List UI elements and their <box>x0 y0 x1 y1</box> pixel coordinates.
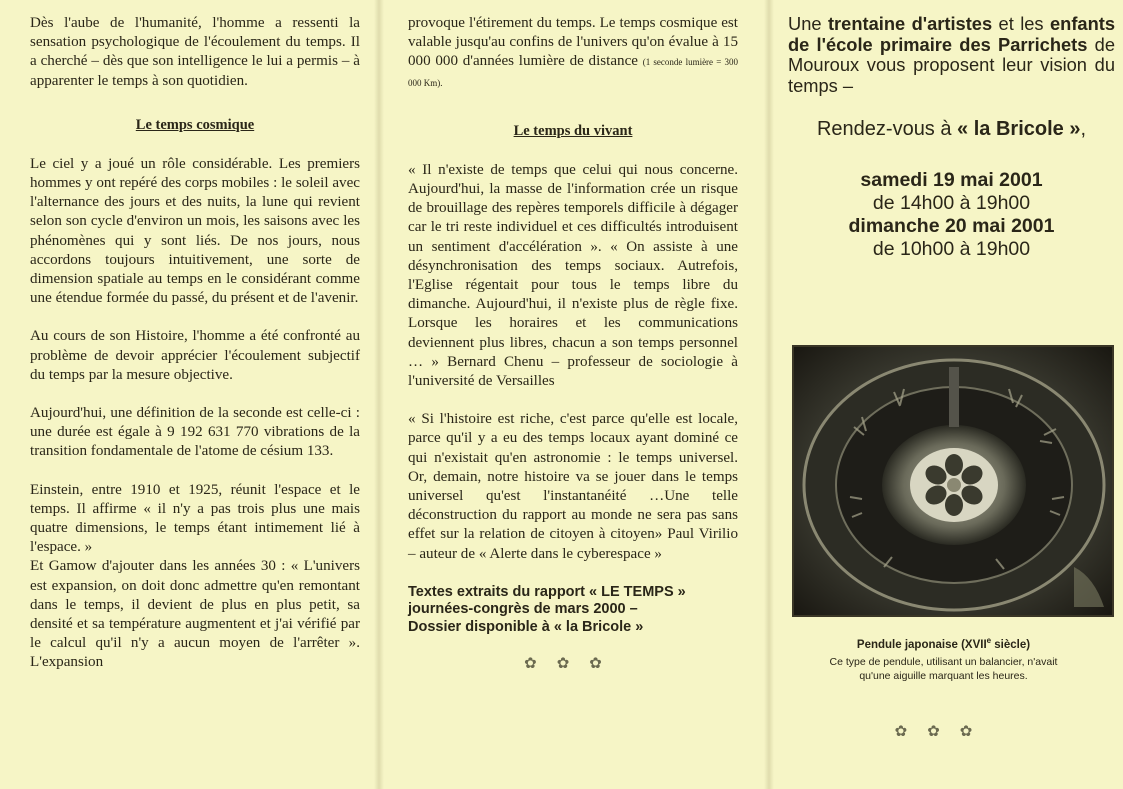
extract-line-1: Textes extraits du rapport « LE TEMPS » <box>408 583 686 600</box>
paragraph-gamow: Et Gamow d'ajouter dans les années 30 : « L'univers est expansion, on doit donc admettre qu'en remontant dans le temps, il devient de plus en plus petit, sa densité et sa température augmentent et j'ai vérifié par le calcul qu'il n'y a aucun moyen de l'arrêter ». L'expansion <box>30 558 360 671</box>
intro-paragraph: Dès l'aube de l'humanité, l'homme a ressenti la sensation psychologique de l'écoulement du temps. Il a cherché – dès que son intelligence le lui a permis – à apparenter le temps à son quotidien. <box>30 15 360 89</box>
column-right <box>772 0 1123 789</box>
caption-title <box>772 636 1115 651</box>
heading-temps-cosmique: Le temps cosmique <box>135 116 255 133</box>
paragraph-ciel: Le ciel y a joué un rôle considérable. Les premiers hommes y ont repéré des corps mobiles : le soleil avec l'alternance des jours et des nuits, la lune qui revient selon son cycle d'environ un mois, les saisons avec les phénomènes qui y sont liés. De nos jours, nous accordons toujours intuitivement, une sorte de dimension spatiale au temps en le considérant comme une étendue formée du passé, du présent et de l'avenir. <box>30 155 360 307</box>
intro-artists: trentaine d'artistes <box>827 13 993 34</box>
continuation-text: provoque l'étirement du temps. Le temps cosmique est valable jusqu'au confins de l'univers qu'on évalue à 15 000 000 d'années lumière de distance <box>408 15 738 70</box>
intro-part-c: et les <box>992 13 1050 34</box>
intro-part-e: de Mouroux vous proposent leur vision du temps – <box>788 33 1115 96</box>
paragraph-histoire: Au cours de son Histoire, l'homme a été confronté au problème de devoir apprécier l'écoulement subjectif du temps par la mesure objective. <box>30 328 360 383</box>
paragraph-seconde: Aujourd'hui, une définition de la seconde est celle-ci : une durée est égale à 9 192 631 770 vibrations de la transition fondamentale de l'atome de césium 133. <box>30 405 360 460</box>
date-saturday: samedi 19 mai 2001 <box>860 169 1043 191</box>
rendezvous-line <box>788 118 1115 141</box>
extract-line-3: Dossier disponible à « la Bricole » <box>408 618 644 635</box>
paragraph-chenu: « Il n'existe de temps que celui qui nous concerne. Aujourd'hui, la masse de l'information crée un risque de brouillage des repères temporels difficile à dégager car le tri reste individuel et ces difficultés introduisent un sentiment d'accélération ». « On assiste à une désynchronisation des temps sociaux. Autrefois, l'Eglise régentait pour tous le temps libre du dimanche. Aujourd'hui, il n'existe plus de règle fixe. Lorsque les horaires et les communications deviennent plus libres, chacun a son temps personnel … » Bernard Chenu – professeur de sociologie à l'université de Versailles <box>408 161 738 390</box>
flower-ornament-right-icon: ✿✿✿ <box>894 724 993 740</box>
time-saturday: de 14h00 à 19h00 <box>872 192 1031 214</box>
caption-desc-2: qu'une aiguille marquant les heures. <box>859 669 1028 682</box>
caption-title-a: Pendule japonaise (XVII <box>856 638 987 651</box>
date-sunday: dimanche 20 mai 2001 <box>848 215 1055 237</box>
event-intro <box>788 14 1115 96</box>
photo-caption <box>772 636 1115 683</box>
rdv-text: Rendez-vous à <box>816 118 958 140</box>
intro-part-a: Une <box>788 13 828 34</box>
intro-school: enfants de l'école primaire des Parrichets <box>788 13 1115 55</box>
rdv-comma: , <box>1080 118 1087 140</box>
extract-line-2: journées-congrès de mars 2000 – <box>408 601 638 618</box>
rdv-place: « la Bricole » <box>957 118 1081 140</box>
fold-left <box>374 0 384 789</box>
column-left <box>0 0 372 789</box>
paragraph-continuation <box>408 14 738 93</box>
flower-ornament-icon: ✿✿✿ <box>524 656 622 673</box>
column-middle <box>386 0 764 789</box>
paragraph-einstein: Einstein, entre 1910 et 1925, réunit l'espace et le temps. Il affirme « il n'y a pas trois plus une mais quatre dimensions, le temps étant intimement lié à l'espace. » <box>30 481 360 556</box>
caption-desc-1: Ce type de pendule, utilisant un balancier, n'avait <box>829 655 1058 668</box>
japanese-clock-photo <box>792 345 1114 617</box>
paragraph-virilio: « Si l'histoire est riche, c'est parce qu'elle est locale, parce qu'il y a eu des temps locaux ayant dominé ce qui n'existait qu'en astronomie : le temps universel. Or, demain, notre histoire va se jouer dans le temps universel qu'est l'instantanéité …Une telle déconstruction du rapport au monde ne sera pas sans effet sur la relation de citoyen à citoyen» Paul Virilio – auteur de « Alerte dans le cyberespace » <box>408 411 738 562</box>
event-dates <box>788 169 1115 261</box>
caption-title-b: siècle) <box>991 638 1031 651</box>
caption-sup: e <box>986 636 992 645</box>
heading-temps-vivant: Le temps du vivant <box>513 122 633 139</box>
continuation-note: (1 seconde lumière = 300 000 Km). <box>408 57 739 88</box>
clock-image-icon <box>794 347 1112 615</box>
time-sunday: de 10h00 à 19h00 <box>872 238 1031 260</box>
